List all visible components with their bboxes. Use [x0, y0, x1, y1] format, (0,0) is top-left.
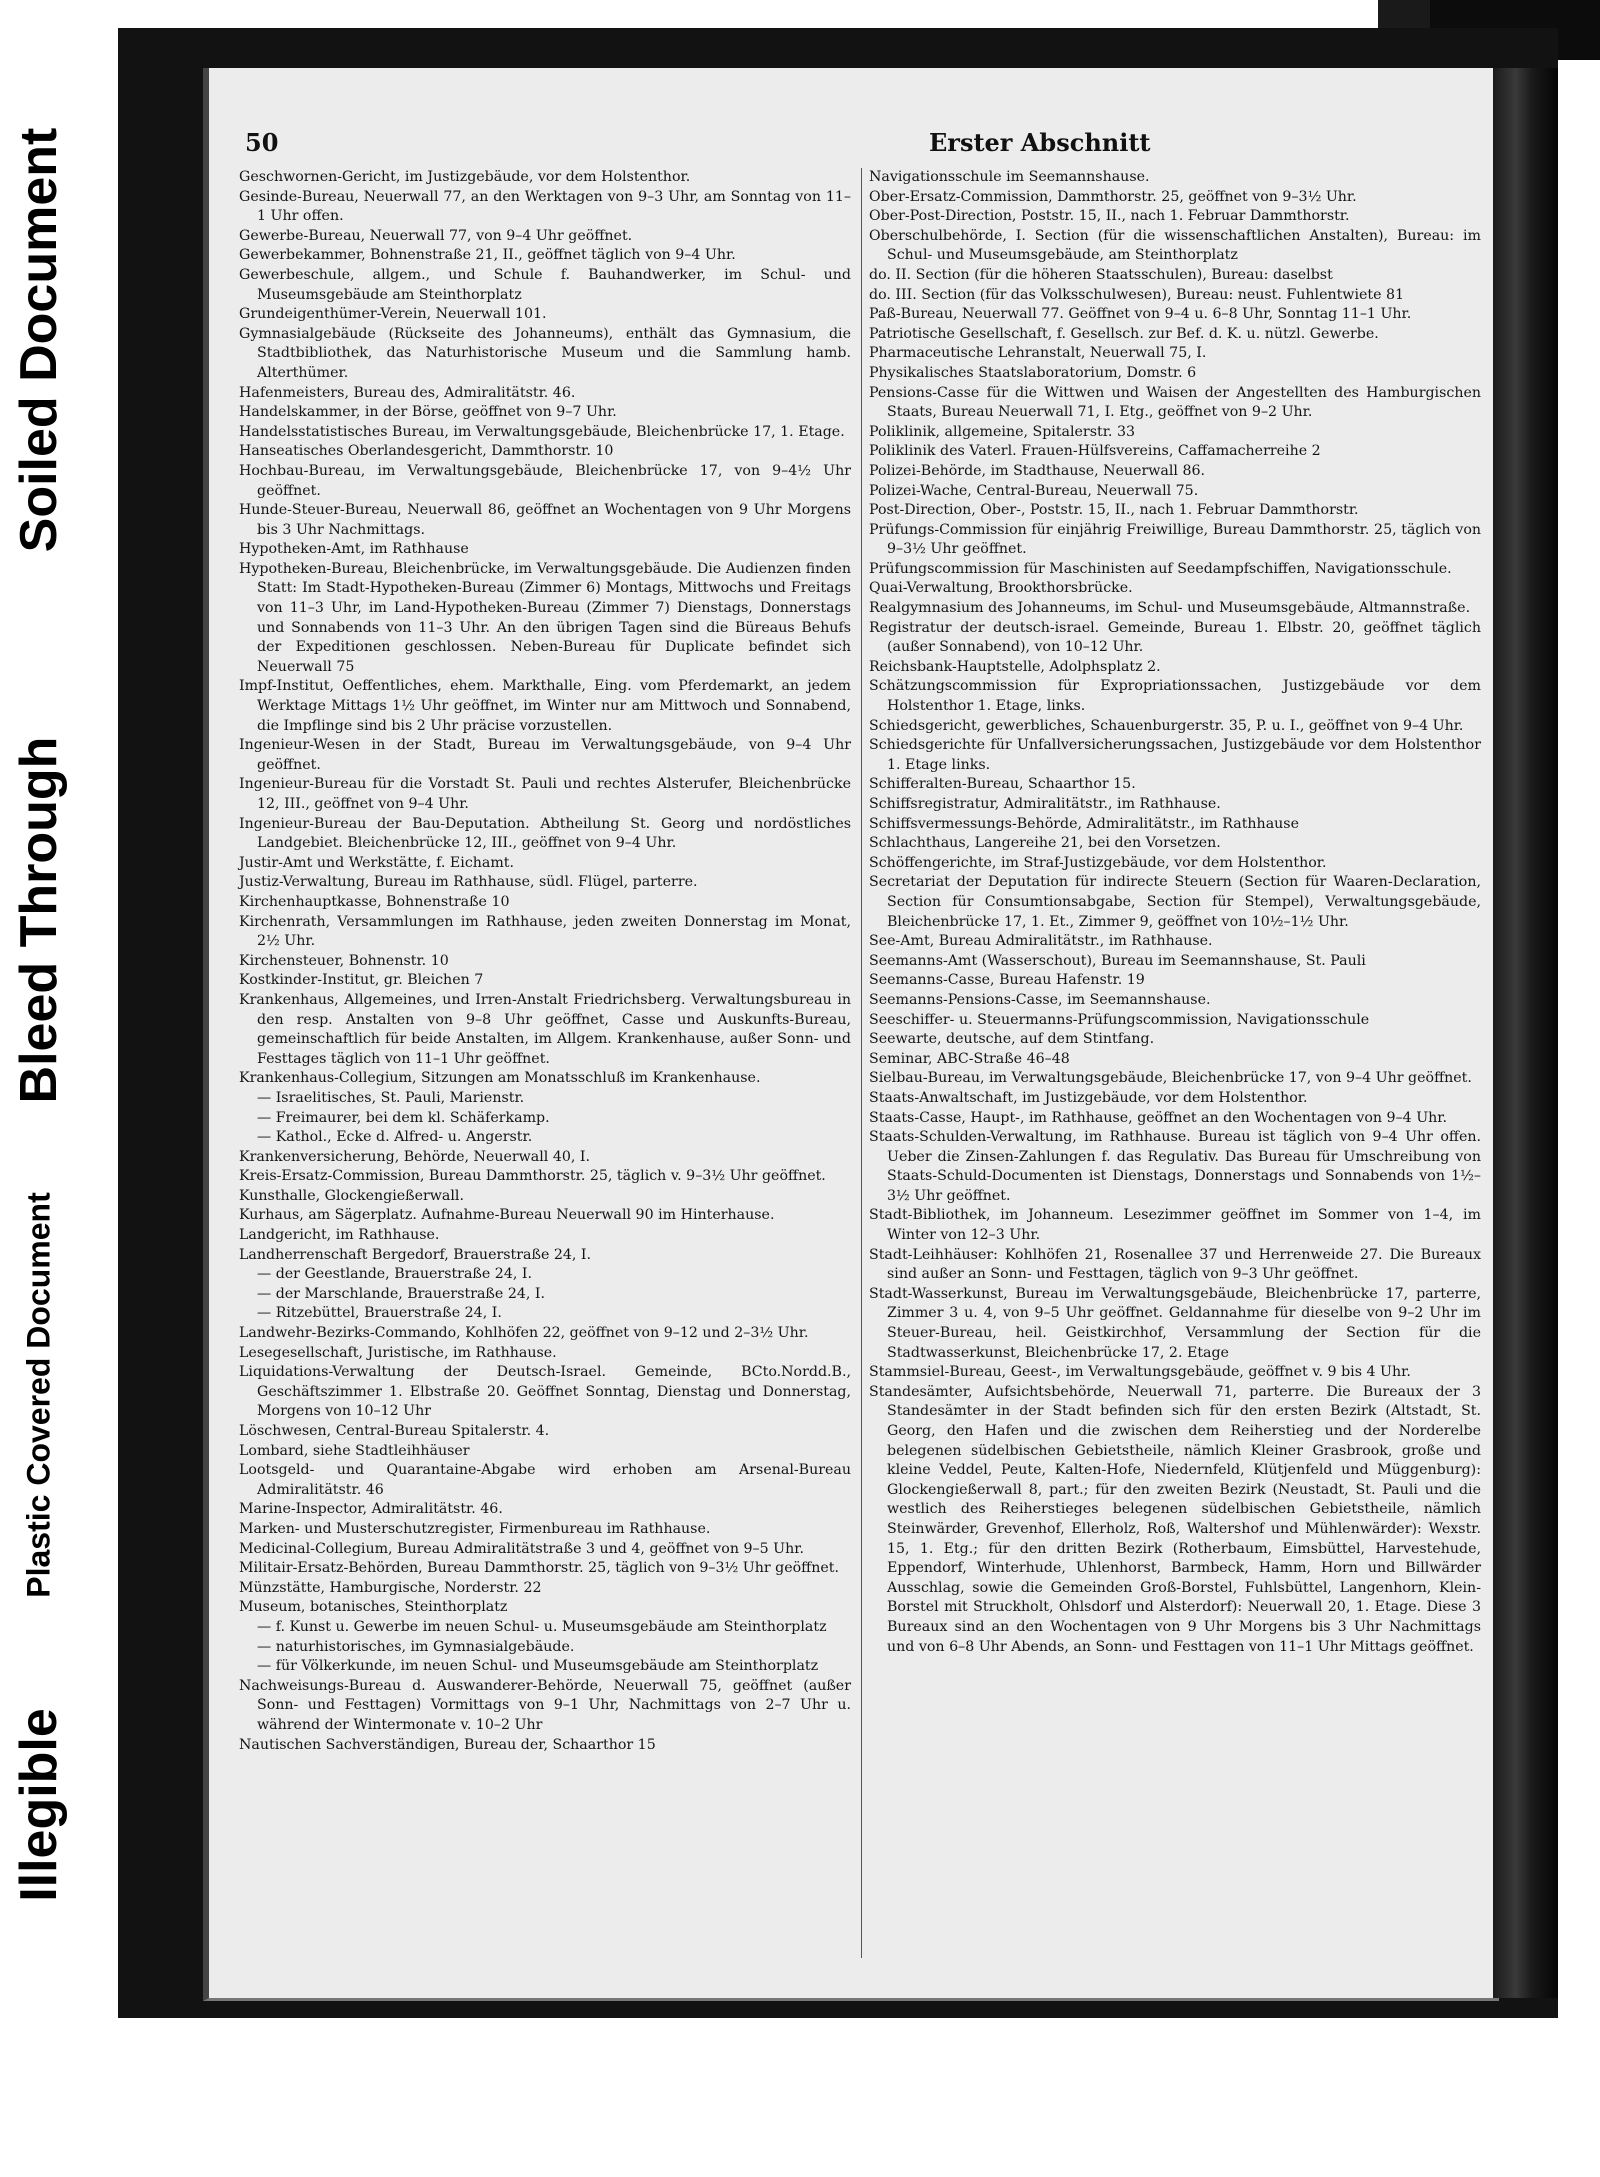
directory-entry: Prüfungscommission für Maschinisten auf Seedampfschiffen, Navigationsschule.: [869, 560, 1452, 577]
directory-entry: — naturhistorisches, im Gymnasialgebäude.: [257, 1638, 575, 1655]
directory-entry: Schiffsvermessungs-Behörde, Admiralitätstr., im Rathhause: [869, 815, 1299, 832]
directory-entry: Handelsstatistisches Bureau, im Verwaltungsgebäude, Bleichenbrücke 17, 1. Etage.: [239, 423, 845, 440]
directory-entry: Seewarte, deutsche, auf dem Stintfang.: [869, 1031, 1155, 1048]
directory-entry: Ingenieur-Wesen in der Stadt, Bureau im Verwaltungsgebäude, von 9–4 Uhr geöffnet.: [239, 737, 851, 773]
directory-entry: Polizei-Behörde, im Stadthause, Neuerwall 86.: [869, 462, 1206, 479]
document-condition-labels: [0, 0, 78, 1960]
page-paper: [203, 68, 1499, 2001]
directory-entry: Liquidations-Verwaltung der Deutsch-Israel. Gemeinde, BCto.Nordd.B., Geschäftszimmer 1. Elbstraße 20. Geöffnet Sonntag, Dienstag und Donnerstag, Morgens von 10–12 Uhr: [239, 1364, 851, 1420]
directory-entry: Schöffengerichte, im Straf-Justizgebäude, vor dem Holstenthor.: [869, 854, 1327, 871]
directory-entry: Hanseatisches Oberlandesgericht, Dammthorstr. 10: [239, 443, 614, 460]
directory-entry: Landherrenschaft Bergedorf, Brauerstraße 24, I.: [239, 1246, 592, 1263]
directory-entry: Schiedsgericht, gewerbliches, Schauenburgerstr. 35, P. u. I., geöffnet von 9–4 Uhr.: [869, 717, 1464, 734]
directory-entry: Seminar, ABC-Straße 46–48: [869, 1050, 1070, 1067]
directory-entry: Hafenmeisters, Bureau des, Admiralitätstr. 46.: [239, 384, 576, 401]
directory-entry: Geschwornen-Gericht, im Justizgebäude, vor dem Holstenthor.: [239, 169, 691, 185]
directory-entry: — der Geestlande, Brauerstraße 24, I.: [257, 1266, 532, 1283]
directory-entry: Schiedsgerichte für Unfallversicherungssachen, Justizgebäude vor dem Holstenthor 1. Etage links.: [869, 737, 1481, 773]
directory-entry: Stadt-Bibliothek, im Johanneum. Lesezimmer geöffnet im Sommer von 1–4, im Winter von 12–3 Uhr.: [869, 1207, 1481, 1244]
directory-entry: Polizei-Wache, Central-Bureau, Neuerwall 75.: [869, 482, 1199, 499]
scan-area: [78, 0, 1600, 2060]
directory-entry: Kostkinder-Institut, gr. Bleichen 7: [239, 972, 484, 989]
directory-entry: Pharmaceutische Lehranstalt, Neuerwall 75, I.: [869, 345, 1207, 362]
directory-entry: Lesegesellschaft, Juristische, im Rathhause.: [239, 1344, 557, 1361]
directory-entry: Realgymnasium des Johanneums, im Schul- und Museumsgebäude, Altmannstraße.: [869, 600, 1471, 617]
directory-entry: Lombard, siehe Stadtleihhäuser: [239, 1442, 470, 1459]
directory-entry: Kurhaus, am Sägerplatz. Aufnahme-Bureau Neuerwall 90 im Hinterhause.: [239, 1207, 775, 1224]
directory-entry: Münzstätte, Hamburgische, Norderstr. 22: [239, 1579, 542, 1596]
directory-entry: Sielbau-Bureau, im Verwaltungsgebäude, Bleichenbrücke 17, von 9–4 Uhr geöffnet.: [869, 1070, 1472, 1087]
directory-entry: — f. Kunst u. Gewerbe im neuen Schul- u. Museumsgebäude am Steinthorplatz: [257, 1618, 827, 1635]
directory-entry: Staats-Casse, Haupt-, im Rathhause, geöffnet an den Wochentagen von 9–4 Uhr.: [869, 1109, 1448, 1126]
directory-entry: Schifferalten-Bureau, Schaarthor 15.: [869, 776, 1136, 793]
directory-entry: Ober-Ersatz-Commission, Dammthorstr. 25, geöffnet von 9–3½ Uhr.: [869, 188, 1357, 205]
label-plastic-covered: Plastic Covered Document: [20, 1192, 57, 1598]
directory-entry: Museum, botanisches, Steinthorplatz: [239, 1599, 508, 1616]
directory-entry: Registratur der deutsch-israel. Gemeinde, Bureau 1. Elbstr. 20, geöffnet täglich (außer Sonnabend), von 10–12 Uhr.: [869, 619, 1481, 656]
directory-entry: Landwehr-Bezirks-Commando, Kohlhöfen 22, geöffnet von 9–12 und 2–3½ Uhr.: [239, 1325, 809, 1342]
directory-entry: Seemanns-Amt (Wasserschout), Bureau im Seemannshause, St. Pauli: [869, 952, 1366, 969]
directory-entry: do. III. Section (für das Volksschulwesen), Bureau: neust. Fuhlentwiete 81: [869, 286, 1405, 303]
directory-entry: Stadt-Leihhäuser: Kohlhöfen 21, Rosenallee 37 und Herrenweide 27. Die Bureaux sind außer an Sonn- und Festtagen, täglich von 9–3 Uhr geöffnet.: [869, 1246, 1481, 1283]
directory-entry: Gymnasialgebäude (Rückseite des Johanneums), enthält das Gymnasium, die Stadtbibliothek, das Naturhistorische Museum und die Sammlung hamb. Alterthümer.: [239, 325, 851, 381]
directory-entry: Gewerbe-Bureau, Neuerwall 77, von 9–4 Uhr geöffnet.: [239, 227, 633, 244]
directory-entry: Hochbau-Bureau, im Verwaltungsgebäude, Bleichenbrücke 17, von 9–4½ Uhr geöffnet.: [239, 462, 851, 499]
directory-entry: Militair-Ersatz-Behörden, Bureau Dammthorstr. 25, täglich von 9–3½ Uhr geöffnet.: [239, 1560, 839, 1577]
page-gutter-shadow: [1493, 68, 1558, 1998]
directory-entry: Medicinal-Collegium, Bureau Admiralitätstraße 3 und 4, geöffnet von 9–5 Uhr.: [239, 1540, 804, 1557]
directory-entry: Löschwesen, Central-Bureau Spitalerstr. 4.: [239, 1423, 550, 1439]
directory-entry: Gesinde-Bureau, Neuerwall 77, an den Werktagen von 9–3 Uhr, am Sonntag von 11–1 Uhr offen.: [239, 188, 851, 225]
directory-entry: Nachweisungs-Bureau d. Auswanderer-Behörde, Neuerwall 75, geöffnet (außer Sonn- und Festtagen) Vormittags von 9–1 Uhr, Nachmittags von 2–7 Uhr u. während der Wintermonate v. 10–2 Uhr: [239, 1677, 851, 1733]
directory-entry: Nautischen Sachverständigen, Bureau der, Schaarthor 15: [239, 1736, 656, 1753]
directory-entry: Ingenieur-Bureau der Bau-Deputation. Abtheilung St. Georg und nordöstliches Landgebiet. Bleichenbrücke 12, III., geöffnet von 9–4 Uhr.: [239, 815, 851, 852]
directory-entry: See-Amt, Bureau Admiralitätstr., im Rathhause.: [869, 933, 1213, 950]
directory-entry: Krankenhaus-Collegium, Sitzungen am Monatsschluß im Krankenhause.: [239, 1070, 761, 1087]
directory-entry: Stammsiel-Bureau, Geest-, im Verwaltungsgebäude, geöffnet v. 9 bis 4 Uhr.: [869, 1364, 1411, 1381]
directory-entry: Patriotische Gesellschaft, f. Gesellsch. zur Bef. d. K. u. nützl. Gewerbe.: [869, 325, 1379, 342]
directory-entry: Schlachthaus, Langereihe 21, bei den Vorsetzen.: [869, 835, 1221, 852]
directory-entry: Marine-Inspector, Admiralitätstr. 46.: [239, 1501, 503, 1518]
directory-entry: Post-Direction, Ober-, Poststr. 15, II., nach 1. Februar Dammthorstr.: [869, 502, 1359, 519]
right-column: [869, 168, 1481, 1657]
directory-entry: Gewerbekammer, Bohnenstraße 21, II., geöffnet täglich von 9–4 Uhr.: [239, 247, 736, 264]
label-bleed-through: Bleed Through: [10, 736, 68, 1104]
directory-entry: Ingenieur-Bureau für die Vorstadt St. Pauli und rechtes Alsterufer, Bleichenbrücke 12, III., geöffnet von 9–4 Uhr.: [239, 776, 851, 812]
directory-entry: Paß-Bureau, Neuerwall 77. Geöffnet von 9–4 u. 6–8 Uhr, Sonntag 11–1 Uhr.: [869, 306, 1412, 323]
directory-entry: Standesämter, Aufsichtsbehörde, Neuerwall 71, parterre. Die Bureaux der 3 Standesämter in der Stadt befinden sich für den ersten Bezirk (Altstadt, St. Georg, den Hafen und die zwischen dem Reiherstieg und der Norderelbe belegenen südelbischen Gebietstheile, nämlich Kleiner Grasbrook, große und kleine Veddel, Peute, Kalten-Hofe, Niedernfeld, Klütjenfeld und Müggenburg): Glockengießerwall 8, part.; für den zweiten Bezirk (Neustadt, St. Pauli und die westlich des Reiherstieges belegenen südelbischen Gebietstheile, nämlich Steinwärder, Grevenhof, Ellerholz, Roß, Waltershof und Mühlenwärder): Wexstr. 15, 1. Etg.; für den dritten Bezirk (Rotherbaum, Eimsbüttel, Harvestehude, Eppendorf, Winterhude, Uhlenhorst, Barmbeck, Hamm, Horn und Billwärder Ausschlag, sowie die Gemeinden Groß-Borstel, Fuhlsbüttel, Langenhorn, Klein-Borstel mit Struckholt, Ohlsdorf und Alsterdorf): Neuerwall 20, 1. Etage. Diese 3 Bureaux sind an den Wochentagen von 9 Uhr Morgens bis 3 Uhr Nachmittags und von 6–8 Uhr Abends, an Sonn- und Festtagen von 11–1 Uhr Mittags geöffnet.: [869, 1383, 1481, 1655]
directory-entry: Prüfungs-Commission für einjährig Freiwillige, Bureau Dammthorstr. 25, täglich von 9–3½ Uhr geöffnet.: [869, 521, 1481, 558]
directory-entry: Stadt-Wasserkunst, Bureau im Verwaltungsgebäude, Bleichenbrücke 17, parterre, Zimmer 3 u. 4, von 9–5 Uhr geöffnet. Geldannahme für dieselbe von 9–2 Uhr im Steuer-Bureau, heil. Geistkirchhof, Versammlung der Section für die Stadtwasserkunst, Bleichenbrücke 17, 2. Etage: [869, 1285, 1481, 1361]
directory-entry: Justiz-Verwaltung, Bureau im Rathhause, südl. Flügel, parterre.: [239, 874, 698, 891]
directory-entry: Hypotheken-Bureau, Bleichenbrücke, im Verwaltungsgebäude. Die Audienzen finden Statt: Im Stadt-Hypotheken-Bureau (Zimmer 6) Montags, Mittwochs und Freitags von 11–3 Uhr, im Land-Hypotheken-Bureau (Zimmer 7) Dienstags, Donnerstags und Sonnabends von 11–3 Uhr. An den übrigen Tagen sind die Büreaus Behufs der Expeditionen geschlossen. Neben-Bureau für Duplicate befindet sich Neuerwall 75: [239, 560, 851, 675]
directory-entry: Krankenhaus, Allgemeines, und Irren-Anstalt Friedrichsberg. Verwaltungsbureau in den resp. Anstalten von 9–8 Uhr geöffnet, Casse und Auskunfts-Bureau, gemeinschaftlich für beide Anstalten, im Allgem. Krankenhause, außer Sonn- und Festtages täglich von 11–1 Uhr geöffnet.: [239, 991, 851, 1067]
directory-entry: — Freimaurer, bei dem kl. Schäferkamp.: [257, 1109, 550, 1126]
directory-entry: — Israelitisches, St. Pauli, Marienstr.: [257, 1089, 525, 1106]
scanned-page: [118, 28, 1558, 2018]
directory-entry: Hunde-Steuer-Bureau, Neuerwall 86, geöffnet an Wochentagen von 9 Uhr Morgens bis 3 Uhr Nachmittags.: [239, 502, 851, 538]
directory-entry: Staats-Schulden-Verwaltung, im Rathhause. Bureau ist täglich von 9–4 Uhr offen. Ueber die Zinsen-Zahlungen f. das Regulativ. Das Bureau für Umschreibung von Staats-Schuld-Documenten ist Dienstags, Donnerstags und Sonnabends von 1½–3½ Uhr geöffnet.: [869, 1129, 1481, 1204]
directory-entry: Seemanns-Pensions-Casse, im Seemannshause.: [869, 991, 1211, 1008]
column-divider: [861, 168, 862, 1958]
directory-entry: Oberschulbehörde, I. Section (für die wissenschaftlichen Anstalten), Bureau: im Schul- und Museumsgebäude, am Steinthorplatz: [869, 227, 1481, 264]
directory-entry: Navigationsschule im Seemannshause.: [869, 169, 1150, 185]
directory-entry: Seemanns-Casse, Bureau Hafenstr. 19: [869, 972, 1145, 989]
page-heading: Erster Abschnitt: [929, 128, 1151, 157]
directory-entry: Hypotheken-Amt, im Rathhause: [239, 541, 469, 558]
directory-entry: Kirchensteuer, Bohnenstr. 10: [239, 952, 449, 969]
directory-entry: Pensions-Casse für die Wittwen und Waisen der Angestellten des Hamburgischen Staats, Bureau Neuerwall 71, I. Etg., geöffnet von 9–2 Uhr.: [869, 384, 1481, 421]
directory-entry: Kirchenhauptkasse, Bohnenstraße 10: [239, 893, 510, 910]
page-number: 50: [245, 128, 279, 157]
directory-entry: Handelskammer, in der Börse, geöffnet von 9–7 Uhr.: [239, 404, 617, 421]
directory-entry: do. II. Section (für die höheren Staatsschulen), Bureau: daselbst: [869, 266, 1333, 283]
directory-entry: Grundeigenthümer-Verein, Neuerwall 101.: [239, 306, 547, 323]
directory-entry: Physikalisches Staatslaboratorium, Domstr. 6: [869, 364, 1197, 381]
directory-entry: Justir-Amt und Werkstätte, f. Eichamt.: [239, 854, 515, 871]
directory-entry: Kreis-Ersatz-Commission, Bureau Dammthorstr. 25, täglich v. 9–3½ Uhr geöffnet.: [239, 1168, 826, 1185]
directory-entry: Schiffsregistratur, Admiralitätstr., im Rathhause.: [869, 796, 1221, 812]
directory-entry: Ober-Post-Direction, Poststr. 15, II., nach 1. Februar Dammthorstr.: [869, 208, 1350, 225]
directory-entry: Impf-Institut, Oeffentliches, ehem. Markthalle, Eing. vom Pferdemarkt, an jedem Werktage Mittags 1½ Uhr geöffnet, im Winter nur am Mittwoch und Sonnabend, die Impflinge sind bis 2 Uhr präcise vorzustellen.: [239, 678, 851, 734]
directory-entry: Quai-Verwaltung, Brookthorsbrücke.: [869, 580, 1133, 597]
directory-entry: — der Marschlande, Brauerstraße 24, I.: [257, 1285, 546, 1302]
directory-entry: — Ritzebüttel, Brauerstraße 24, I.: [257, 1305, 502, 1322]
directory-entry: Reichsbank-Hauptstelle, Adolphsplatz 2.: [869, 658, 1161, 675]
directory-entry: Kirchenrath, Versammlungen im Rathhause, jeden zweiten Donnerstag im Monat, 2½ Uhr.: [239, 913, 851, 950]
left-column: [239, 168, 851, 1755]
label-soiled: Soiled Document: [10, 127, 68, 553]
directory-entry: Gewerbeschule, allgem., und Schule f. Bauhandwerker, im Schul- und Museumsgebäude am Steinthorplatz: [239, 266, 851, 303]
directory-entry: Poliklinik des Vaterl. Frauen-Hülfsvereins, Caffamacherreihe 2: [869, 443, 1321, 460]
directory-entry: Marken- und Musterschutzregister, Firmenbureau im Rathhause.: [239, 1520, 711, 1537]
label-illegible: Illegible: [10, 1708, 68, 1902]
directory-entry: Poliklinik, allgemeine, Spitalerstr. 33: [869, 423, 1135, 440]
directory-entry: — für Völkerkunde, im neuen Schul- und Museumsgebäude am Steinthorplatz: [257, 1658, 819, 1675]
directory-entry: Krankenversicherung, Behörde, Neuerwall 40, I.: [239, 1148, 591, 1165]
directory-entry: Landgericht, im Rathhause.: [239, 1227, 440, 1244]
directory-entry: Lootsgeld- und Quarantaine-Abgabe wird erhoben am Arsenal-Bureau Admiralitätstr. 46: [239, 1462, 851, 1498]
directory-entry: Staats-Anwaltschaft, im Justizgebäude, vor dem Holstenthor.: [869, 1089, 1308, 1106]
directory-entry: Kunsthalle, Glockengießerwall.: [239, 1187, 464, 1204]
directory-entry: Secretariat der Deputation für indirecte Steuern (Section für Waaren-Declaration, Section für Consumtionsabgabe, Section für Stempel), Verwaltungsgebäude, Bleichenbrücke 17, 1. Et., Zimmer 9, geöffnet von 10½–1½ Uhr.: [869, 874, 1481, 930]
directory-entry: Schätzungscommission für Expropriationssachen, Justizgebäude vor dem Holstenthor 1. Etage, links.: [869, 678, 1481, 715]
directory-entry: Seeschiffer- u. Steuermanns-Prüfungscommission, Navigationsschule: [869, 1011, 1370, 1028]
directory-entry: — Kathol., Ecke d. Alfred- u. Angerstr.: [257, 1129, 533, 1146]
